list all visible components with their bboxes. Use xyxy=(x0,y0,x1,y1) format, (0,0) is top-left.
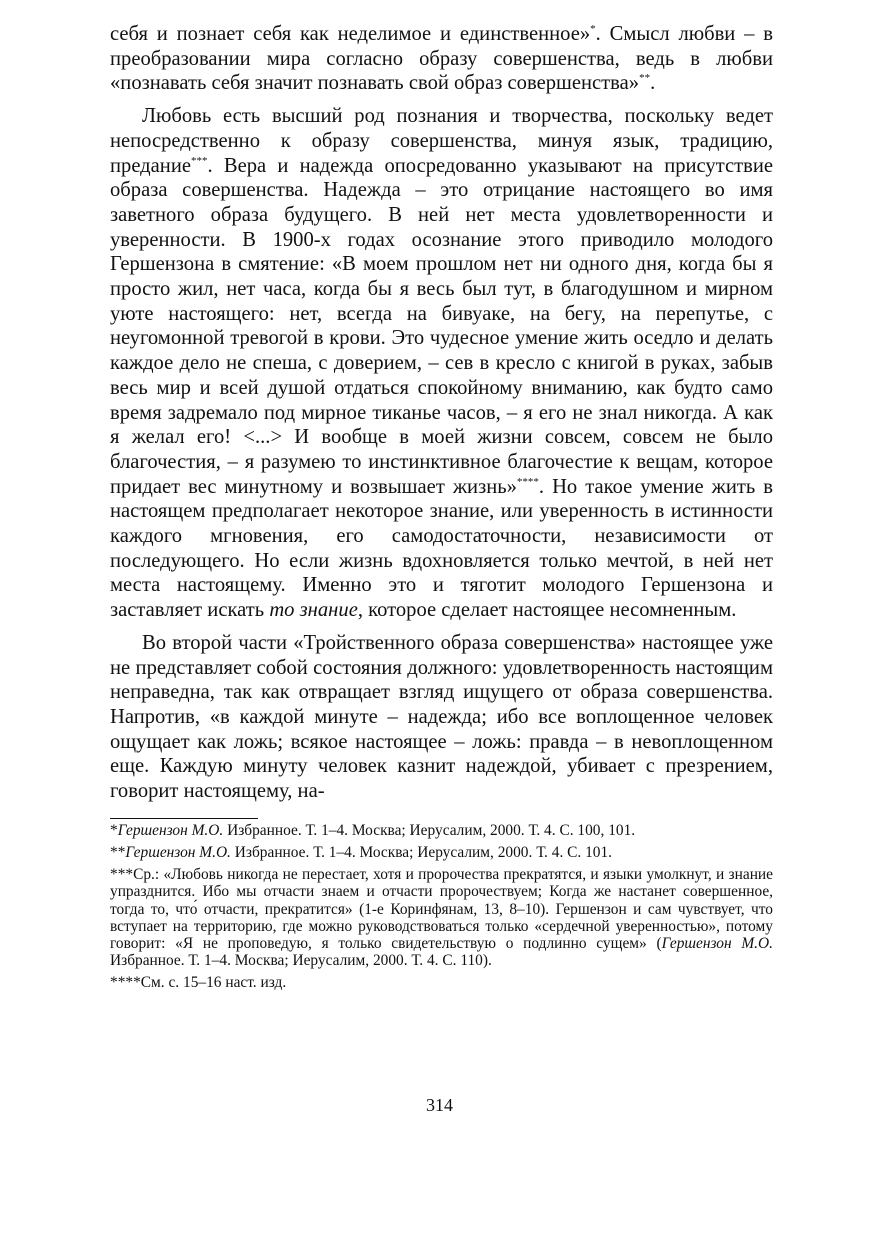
footnote-ref: **** xyxy=(516,475,539,488)
page-content xyxy=(110,22,773,992)
footnote-ref: * xyxy=(590,23,596,36)
page-number: 314 xyxy=(426,1095,453,1115)
footnote-1: *Гершензон М.О. Избранное. Т. 1–4. Москва; Иерусалим, 2000. Т. 4. С. 100, 101. xyxy=(110,821,636,839)
footnote-ref: ** xyxy=(639,72,651,85)
paragraph-1: себя и познает себя как неделимое и единственное»*. Смысл любви – в преобразовании мира согласно образу совершенства, ведь в любви «познавать себя значит познавать свой образ совершенства»**. xyxy=(110,23,773,95)
footnote-2: **Гершензон М.О. Избранное. Т. 1–4. Москва; Иерусалим, 2000. Т. 4. С. 101. xyxy=(110,844,613,861)
emphasis: то знание xyxy=(269,599,358,622)
footnotes xyxy=(110,822,773,992)
paragraph-3: Во второй части «Тройственного образа совершенства» настоящее уже не представляет собой состояния должного: удовлетворенность настоящим неправедна, так как отвращает взгляд ищущего от образа совершенства. Напротив, «в каждой минуте – надежда; ибо все воплощенное человек ощущает как ложь; всякое настоящее – ложь: правда – в невоплощенном еще. Каждую минуту человек казнит надеждой, убивает с презрением, говорит настоящему, на- xyxy=(110,631,773,803)
footnote-ref: *** xyxy=(191,154,208,167)
paragraph-2: Любовь есть высший род познания и творчества, поскольку ведет непосредственно к образу совершенства, минуя язык, традицию, предание***. Вера и надежда опосредованно указывают на присутствие образа совершенства. Надежда – это отрицание настоящего во имя заветного образа будущего. В ней нет места удовлетворенности и уверенности. В 1900-х годах осознание этого приводило молодого Гершензона в смятение: «В моем прошлом нет ни одного дня, когда бы я просто жил, нет часа, когда бы я весь был тут, в благодушном и мирном уюте настоящего: нет, всегда на бивуаке, на бегу, на перепутье, с неугомонной тревогой в крови. Это чудесное умение жить оседло и делать каждое дело не спеша, с доверием, – сев в кресло с книгой в руках, забыв весь мир и всей душой отдаться спокойному вниманию, как будто само время задремало под мирное тиканье часов, – я его не знал никогда. А как я желал его! <...> И вообще в моей жизни совсем, совсем не было благочестия, – я разумею то инстинктивное благочестие к вещам, которое придает вес минутному и возвышает жизнь»****. Но такое умение жить в настоящем предполагает некоторое знание, или уверенность в истинности каждого мгновения, его самодостаточности, независимости от последующего. Но если жизнь вдохновляется только мечтой, в ней нет места настоящему. Именно это и тяготит молодого Гершензона и заставляет искать то знание, которое сделает настоящее несомненным. xyxy=(110,105,773,622)
footnote-3: ***Ср.: «Любовь никогда не перестает, хотя и пророчества прекратятся, и языки умолкнут, и знание упразднится. Ибо мы отчасти знаем и отчасти пророчествуем; Когда же настанет совершенное, тогда то, что́ отчасти, прекратится» (1-е Коринфянам, 13, 8–10). Гершензон и сам чувствует, что вступает на территорию, где можно руководствоваться только «сердечной уверенностью», потому говорит: «Я не проповедую, я только свидетельствую о подлинно сущем» (Гершензон М.О. Избранное. Т. 1–4. Москва; Иерусалим, 2000. Т. 4. С. 110). xyxy=(110,866,773,970)
footnote-4: ****См. с. 15–16 наст. изд. xyxy=(110,974,287,992)
footnote-divider xyxy=(110,818,258,819)
main-text xyxy=(110,22,773,804)
